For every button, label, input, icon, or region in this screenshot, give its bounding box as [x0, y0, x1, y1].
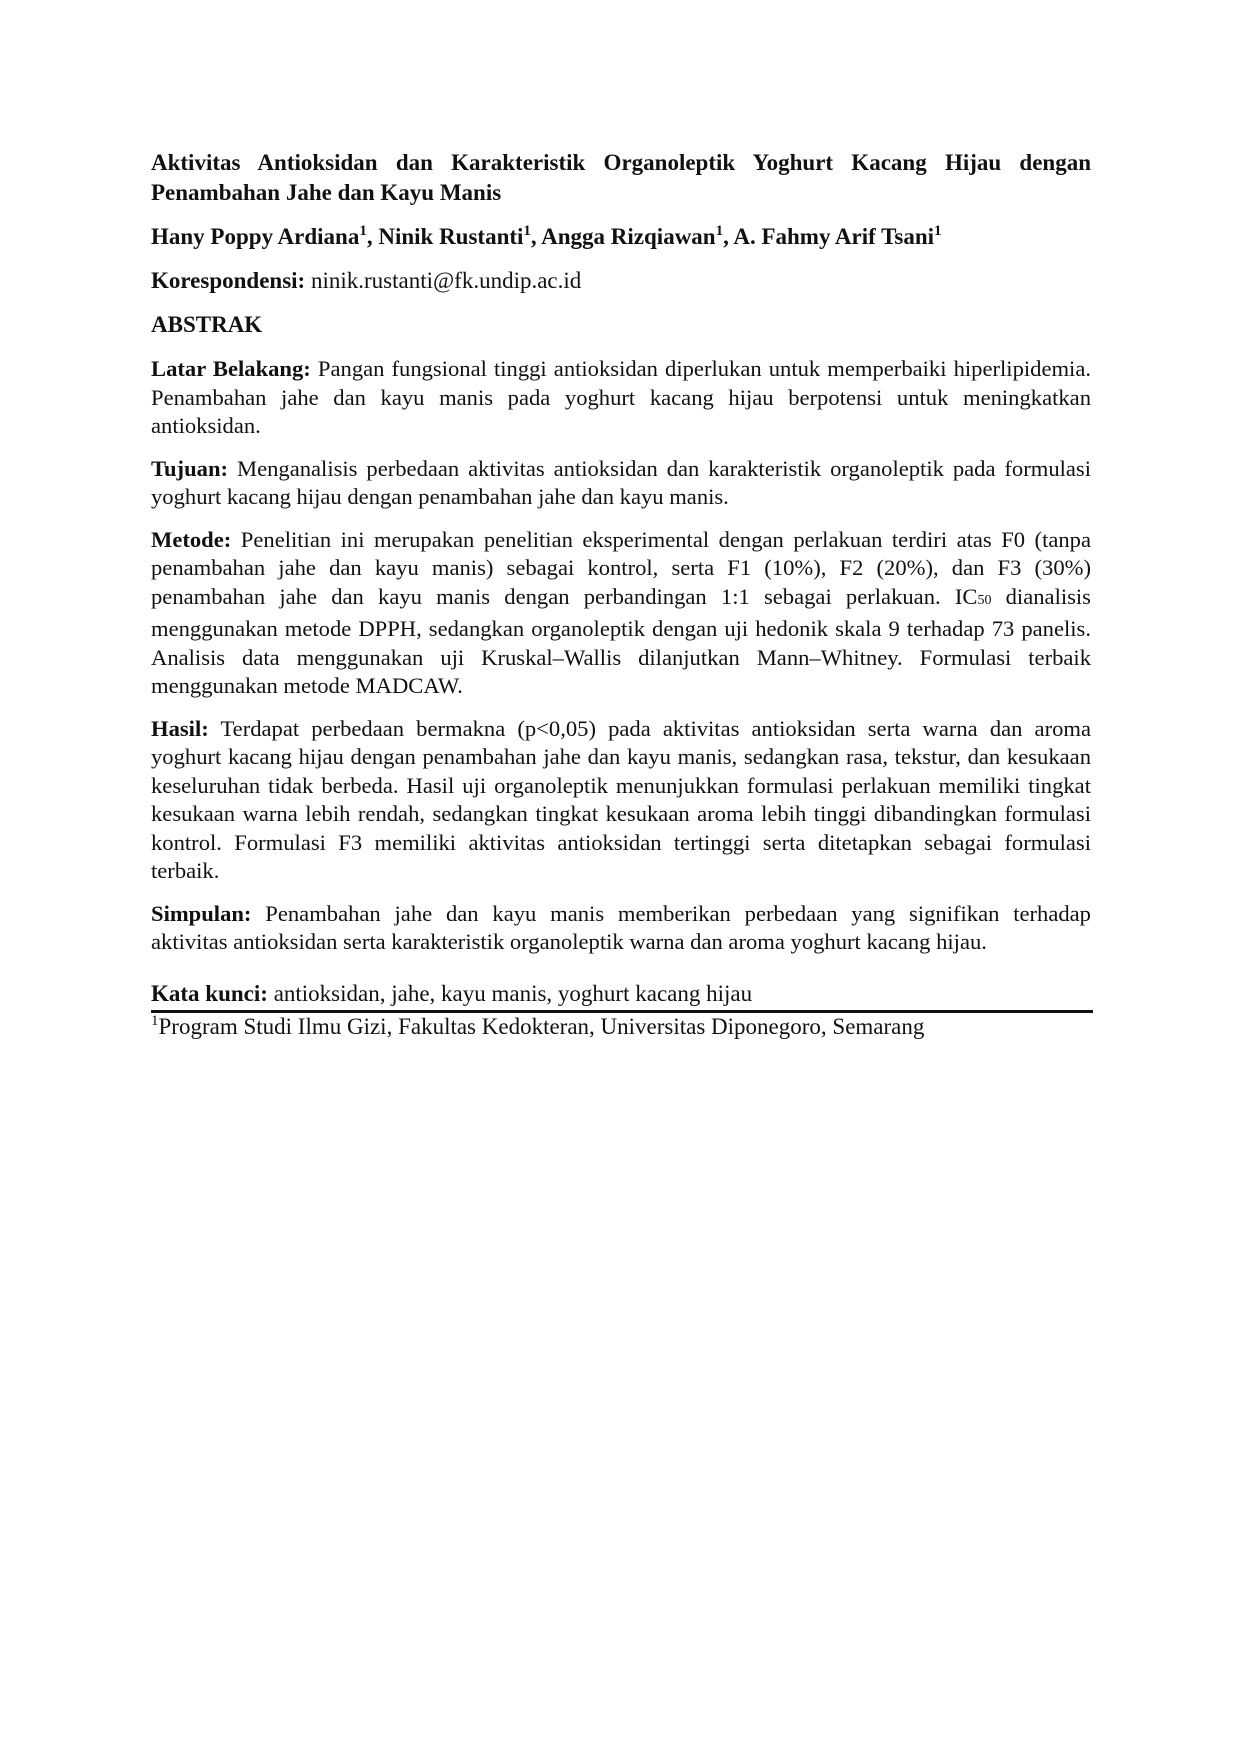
keywords-label: Kata kunci:	[151, 980, 268, 1006]
affiliation-text: Program Studi Ilmu Gizi, Fakultas Kedokteran, Universitas Diponegoro, Semarang	[158, 1013, 925, 1039]
paper-title	[151, 148, 1091, 208]
method-label: Metode:	[151, 526, 232, 552]
author-name: Ninik Rustanti	[378, 224, 524, 249]
author-separator: ,	[723, 224, 734, 249]
background-label: Latar Belakang:	[151, 356, 311, 381]
ic-subscript: 50	[977, 592, 992, 608]
author-list	[151, 222, 1091, 252]
title-line-2: Penambahan Jahe dan Kayu Manis	[151, 180, 502, 205]
abstract-heading: ABSTRAK	[151, 312, 263, 337]
correspondence-label: Korespondensi:	[151, 268, 306, 293]
author-affiliation-mark: 1	[934, 223, 942, 239]
method-text: Penelitian ini merupakan penelitian eksperimental dengan perlakuan terdiri atas F0 (tanpa penambahan jahe dan kayu manis) sebagai kontrol, serta F1 (10%), F2 (20%), dan F3 (30%) penambahan jahe dan kayu manis dengan perbandingan 1:1 sebagai perlakuan. IC	[151, 526, 1091, 609]
objective-label: Tujuan:	[151, 455, 229, 481]
background-text: Pangan fungsional tinggi antioksidan diperlukan untuk memperbaiki hiperlipidemia. Penambahan jahe dan kayu manis pada yoghurt kacang hijau berpotensi untuk meningkatkan antioksidan.	[151, 356, 1091, 438]
abstract-results	[151, 715, 1091, 886]
author-affiliation-mark: 1	[523, 223, 531, 239]
affiliation-mark: 1	[151, 1012, 159, 1029]
keywords-text: antioksidan, jahe, kayu manis, yoghurt kacang hijau	[273, 980, 753, 1006]
author-affiliation-mark: 1	[359, 223, 367, 239]
abstract-method	[151, 526, 1091, 701]
results-label: Hasil:	[151, 715, 209, 741]
conclusion-label: Simpulan:	[151, 900, 252, 926]
affiliation-footnote	[151, 1013, 1091, 1041]
results-text: Terdapat perbedaan bermakna (p<0,05) pada aktivitas antioksidan serta warna dan aroma yoghurt kacang hijau dengan penambahan jahe dan kayu manis, sedangkan rasa, tekstur, dan kesukaan keseluruhan tidak berbeda. Hasil uji organoleptik menunjukkan formulasi perlakuan memiliki tingkat kesukaan warna lebih rendah, sedangkan tingkat kesukaan aroma lebih tinggi dibandingkan formulasi kontrol. Formulasi F3 memiliki aktivitas antioksidan tertinggi serta ditetapkan sebagai formulasi terbaik.	[151, 715, 1091, 883]
title-line-1: Aktivitas Antioksidan dan Karakteristik Organoleptik Yoghurt Kacang Hijau dengan	[151, 150, 1091, 175]
abstract-conclusion	[151, 900, 1091, 957]
paper-page	[151, 148, 1091, 1041]
conclusion-text: Penambahan jahe dan kayu manis memberikan perbedaan yang signifikan terhadap aktivitas antioksidan serta karakteristik organoleptik warna dan aroma yoghurt kacang hijau.	[151, 900, 1091, 954]
author-name: Hany Poppy Ardiana	[151, 224, 360, 249]
method-text-continued: dianalisis menggunakan metode DPPH, sedangkan organoleptik dengan uji hedonik skala 9 terhadap 73 panelis. Analisis data menggunakan uji Kruskal–Wallis dilanjutkan Mann–Whitney. Formulasi terbaik menggunakan metode MADCAW.	[151, 583, 1091, 698]
correspondence	[151, 266, 1091, 296]
abstract-objective	[151, 455, 1091, 512]
author-affiliation-mark: 1	[715, 223, 724, 239]
author-separator: ,	[530, 224, 542, 249]
objective-text: Menganalisis perbedaan aktivitas antioksidan dan karakteristik organoleptik pada formulasi yoghurt kacang hijau dengan penambahan jahe dan kayu manis.	[151, 455, 1091, 509]
abstract-background	[151, 355, 1091, 441]
correspondence-email[interactable]: ninik.rustanti@fk.undip.ac.id	[310, 268, 582, 293]
author-name: Angga Rizqiawan	[541, 224, 716, 249]
author-name: A. Fahmy Arif Tsani	[733, 224, 934, 249]
author-separator: ,	[366, 224, 379, 249]
keywords	[151, 979, 1091, 1010]
